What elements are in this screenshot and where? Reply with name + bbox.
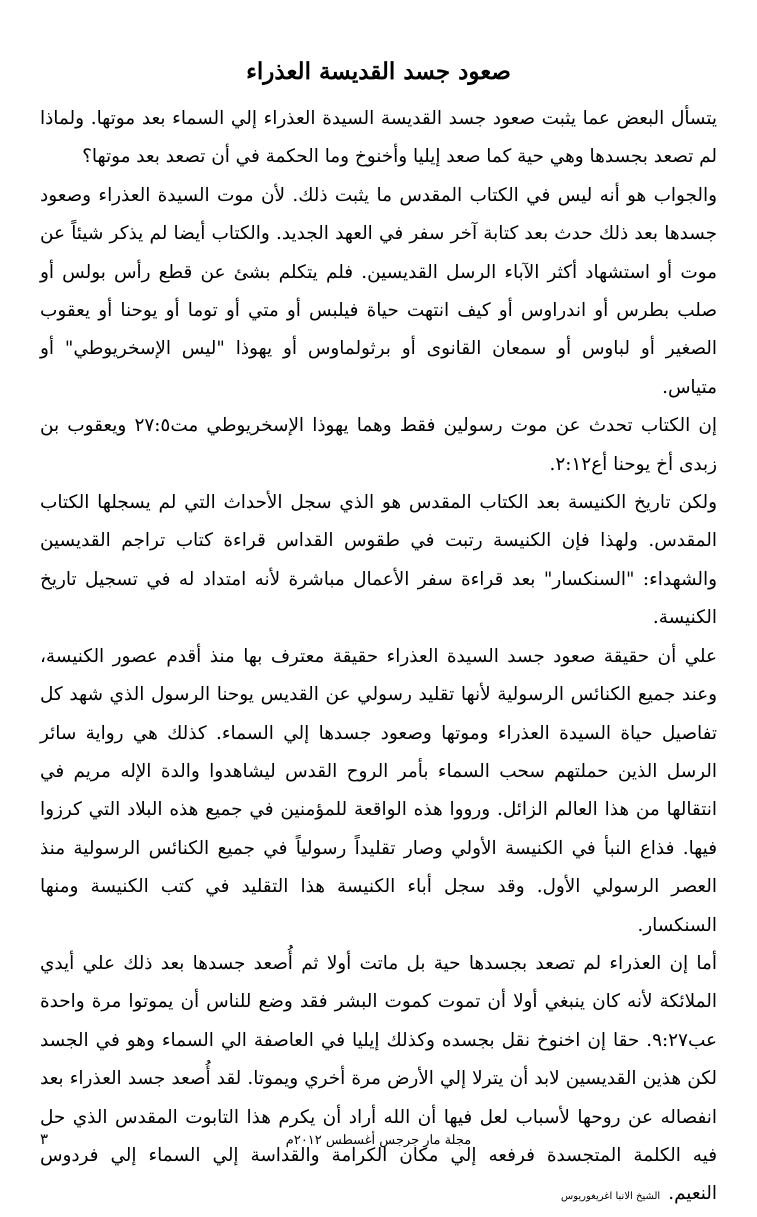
- publication-footer: مجلة مار جرجس أغسطس ٢٠١٢م: [285, 1133, 472, 1148]
- paragraph-5: علي أن حقيقة صعود جسد السيدة العذراء حقيقة معترف بها منذ أقدم عصور الكنيسة، وعند جميع الكنائس الرسولية لأنها تقليد رسولي عن القديس يوحنا الرسول الذي شهد كل تفاصيل حياة السيدة العذراء وموتها وصعود جسدها إلي السماء. كذلك هي رواية سائر الرسل الذين حملتهم سحب السماء بأمر الروح القدس ليشاهدوا والدة الإله مريم في انتقالها من هذا العالم الزائل. ورووا هذه الواقعة للمؤمنين في جميع هذه البلاد التي كرزوا فيها. فذاع النبأ في الكنيسة الأولي وصار تقليداً رسولياً في جميع الكنائس الرسولية منذ العصر الرسولي الأول. وقد سجل أباء الكنيسة هذا التقليد في كتب الكنيسة ومنها السنكسار.: [40, 645, 717, 936]
- paragraph-6: [40, 945, 717, 1217]
- page-number: ٣: [40, 1130, 49, 1148]
- paragraph-2: والجواب هو أنه ليس في الكتاب المقدس ما يثبت ذلك. لأن موت السيدة العذراء وصعود جسدها بعد ذلك حدث بعد كتابة آخر سفر في العهد الجديد. والكتاب أيضا لم يذكر شيئاً عن موت أو استشهاد أكثر الآباء الرسل القديسين. فلم يتكلم بشئ عن قطع رأس بولس أو صلب بطرس أو اندراوس أو كيف انتهت حياة فيلبس أو متي أو توما أو يوحنا أو يعقوب الصغير أو لباوس أو سمعان القانوى أو برثولماوس أو يهوذا "ليس الإسخريوطي" أو متياس.: [40, 184, 717, 398]
- paragraph-3: إن الكتاب تحدث عن موت رسولين فقط وهما يهوذا الإسخريوطي مت٢٧:٥ ويعقوب بن زبدى أخ يوحنا أع٢:١٢.: [40, 415, 717, 475]
- article-title: صعود جسد القديسة العذراء: [246, 58, 511, 85]
- paragraph-1: يتسأل البعض عما يثبت صعود جسد القديسة السيدة العذراء إلي السماء بعد موتها. ولماذا لم تصعد بجسدها وهي حية كما صعد إيليا وأخنوخ وما الحكمة في أن تصعد بعد موتها؟: [40, 108, 717, 168]
- article-body: [40, 100, 717, 1217]
- author-signature: الشيخ الانبا اغريغوريوس: [561, 1191, 661, 1203]
- paragraph-6-text: أما إن العذراء لم تصعد بجسدها حية بل ماتت أولا ثم أُصعد جسدها بعد ذلك علي أيدي الملائكة لأنه كان ينبغي أولا أن تموت كموت البشر فقد وضع للناس أن يموتوا مرة واحدة عب٩:٢٧. حقا إن اخنوخ نقل بجسده وكذلك إيليا في العاصفة الي السماء وهو في الجسد لكن هذين القديسين لابد أن يترلا إلي الأرض مرة أخري ويموتا. لقد أُصعد جسد العذراء بعد انفصاله عن روحها لأسباب لعل فيها أن الله أراد أن يكرم هذا التابوت المقدس الذي حل فيه الكلمة المتجسدة فرفعه إلي مكان الكرامة والقداسة إلي السماء إلي فردوس النعيم.: [40, 952, 717, 1205]
- paragraph-4: ولكن تاريخ الكنيسة بعد الكتاب المقدس هو الذي سجل الأحداث التي لم يسجلها الكتاب المقدس. ولهذا فإن الكنيسة رتبت في طقوس القداس قراءة كتاب تراجم القديسين والشهداء: "السنكسار" بعد قراءة سفر الأعمال مباشرة لأنه امتداد له في تسجيل تاريخ الكنيسة.: [40, 492, 717, 629]
